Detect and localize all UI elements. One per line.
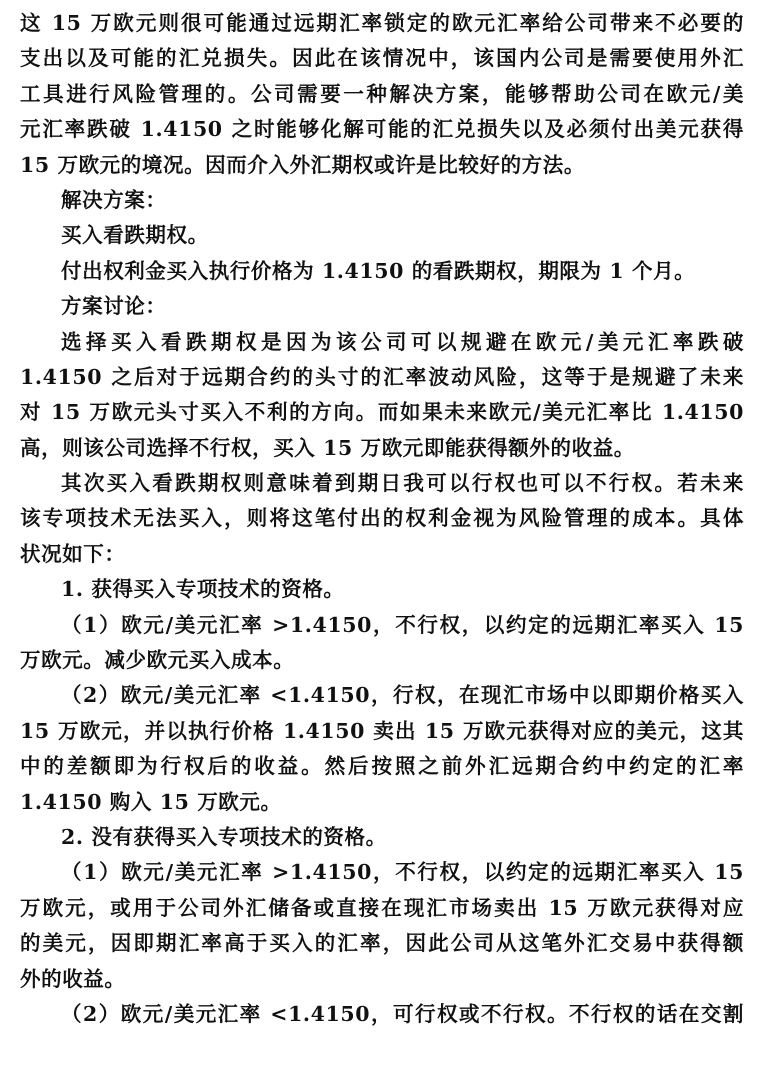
text-line: 高，则该公司选择不行权，买入 15 万欧元即能获得额外的收益。 bbox=[20, 435, 635, 460]
text-line: 付出权利金买入执行价格为 1.4150 的看跌期权，期限为 1 个月。 bbox=[61, 258, 696, 283]
text-line: 元汇率跌破 1.4150 之时能够化解可能的汇兑损失以及必须付出美元获得 bbox=[20, 117, 744, 142]
text-line: 万欧元。减少欧元买入成本。 bbox=[20, 648, 295, 673]
text-line: 的美元，因即期汇率高于买入的汇率，因此公司从这笔外汇交易中获得额 bbox=[20, 931, 744, 956]
text-line: 中的差额即为行权后的收益。然后按照之前外汇远期合约中约定的汇率 bbox=[20, 754, 744, 779]
text-line: 15 万欧元的境况。因而介入外汇期权或许是比较好的方法。 bbox=[20, 152, 585, 177]
text-line: 其次买入看跌期权则意味着到期日我可以行权也可以不行权。若未来 bbox=[61, 471, 744, 496]
text-line: 外的收益。 bbox=[20, 966, 126, 991]
text-line: （1）欧元/美元汇率 >1.4150，不行权，以约定的远期汇率买入 15 bbox=[61, 860, 744, 885]
text-line: 15 万欧元，并以执行价格 1.4150 卖出 15 万欧元获得对应的美元，这其 bbox=[20, 718, 744, 743]
text-line: 买入看跌期权。 bbox=[61, 223, 209, 248]
text-line: 状况如下： bbox=[20, 541, 126, 566]
text-line: 对 15 万欧元头寸买入不利的方向。而如果未来欧元/美元汇率比 1.4150 bbox=[20, 400, 744, 425]
text-line: 1. 获得买入专项技术的资格。 bbox=[61, 577, 345, 602]
text-line: 工具进行风险管理的。公司需要一种解决方案，能够帮助公司在欧元/美 bbox=[20, 81, 744, 106]
text-line: （2）欧元/美元汇率 <1.4150，行权，在现汇市场中以即期价格买入 bbox=[61, 683, 744, 708]
text-line: （1）欧元/美元汇率 >1.4150，不行权，以约定的远期汇率买入 15 bbox=[61, 612, 744, 637]
text-line: 1.4150 之后对于远期合约的头寸的汇率波动风险，这等于是规避了未来 bbox=[20, 364, 744, 389]
text-line: 方案讨论： bbox=[61, 294, 167, 319]
text-line: 解决方案： bbox=[61, 187, 167, 212]
text-line: 这 15 万欧元则很可能通过远期汇率锁定的欧元汇率给公司带来不必要的 bbox=[20, 11, 744, 35]
text-line: 2. 没有获得买入专项技术的资格。 bbox=[61, 824, 387, 849]
text-line: 该专项技术无法买入，则将这笔付出的权利金视为风险管理的成本。具体 bbox=[20, 506, 744, 531]
text-line: （2）欧元/美元汇率 <1.4150，可行权或不行权。不行权的话在交割 bbox=[61, 1001, 744, 1026]
text-line: 支出以及可能的汇兑损失。因此在该情况中，该国内公司是需要使用外汇 bbox=[20, 46, 744, 71]
text-line: 选择买入看跌期权是因为该公司可以规避在欧元/美元汇率跌破 bbox=[61, 329, 744, 354]
text-line: 万欧元，或用于公司外汇储备或直接在现汇市场卖出 15 万欧元获得对应 bbox=[20, 895, 744, 920]
text-line: 1.4150 购入 15 万欧元。 bbox=[20, 789, 282, 814]
